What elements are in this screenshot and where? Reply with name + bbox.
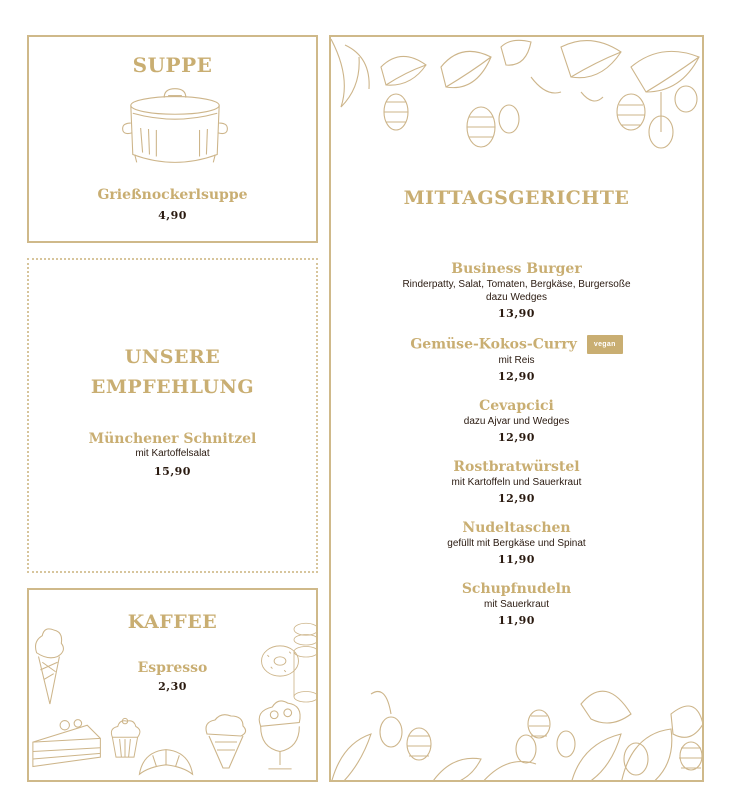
vegan-badge: vegan (587, 335, 623, 354)
menu-item (331, 398, 702, 445)
menu-item-name: Rostbratwürstel (453, 459, 580, 475)
menu-item-desc: gefüllt mit Bergkäse und Spinat (447, 538, 586, 549)
menu-item-name-row (331, 335, 702, 354)
coffee-title: KAFFEE (127, 611, 218, 633)
menu-item (331, 335, 702, 384)
menu-item-desc: mit Reis (498, 355, 535, 366)
menu-item-price: 11,90 (498, 614, 535, 627)
menu-item-desc: mit Sauerkraut (483, 599, 550, 610)
recommendation-title-line1: UNSERE (124, 346, 221, 368)
menu-item (331, 261, 702, 321)
croissant-icon (137, 742, 195, 780)
macaron-stack-icon (291, 608, 318, 718)
menu-item-name: Business Burger (451, 261, 582, 277)
recommendation-title (29, 342, 316, 402)
cake-slice-icon (31, 715, 106, 773)
ice-cream-cone-icon (29, 622, 67, 712)
recommendation-title-line2: EMPFEHLUNG (90, 376, 255, 398)
coffee-section (27, 588, 318, 782)
hops-leaves-bottom-icon (331, 674, 704, 782)
menu-item-price: 11,90 (498, 553, 535, 566)
recommendation-item-desc: mit Kartoffelsalat (135, 448, 210, 459)
soup-pot-icon (121, 83, 229, 173)
menu-item-name: Gemüse-Kokos-Curry (410, 336, 577, 353)
menu-item-desc: mit Kartoffeln und Sauerkraut (451, 477, 582, 488)
menu-item (331, 581, 702, 628)
lunch-title: MITTAGSGERICHTE (403, 187, 630, 209)
menu-item-price: 12,90 (498, 431, 535, 444)
recommendation-item-price: 15,90 (154, 465, 191, 478)
soup-section (27, 35, 318, 243)
coffee-item-price: 2,30 (158, 680, 187, 693)
coffee-item-name: Espresso (137, 660, 208, 676)
menu-item-name: Nudeltaschen (462, 520, 571, 536)
menu-item-price: 12,90 (498, 370, 535, 383)
menu-item-name: Schupfnudeln (461, 581, 572, 597)
lunch-menu-list (331, 261, 702, 642)
soup-title: SUPPE (132, 53, 213, 77)
menu-item-price: 13,90 (498, 307, 535, 320)
ice-cream-cup-icon (201, 712, 251, 772)
recommendation-section (27, 258, 318, 573)
menu-item-desc: dazu Ajvar und Wedges (463, 416, 570, 427)
hops-leaves-top-icon (331, 37, 704, 157)
menu-item-name: Cevapcici (479, 398, 554, 414)
menu-item-price: 12,90 (498, 492, 535, 505)
menu-item (331, 520, 702, 567)
soup-item-name: Grießnockerlsuppe (97, 187, 248, 203)
soup-item-price: 4,90 (158, 209, 187, 222)
menu-item-desc: Rinderpatty, Salat, Tomaten, Bergkäse, Burgersoße (402, 279, 631, 290)
recommendation-item-name: Münchener Schnitzel (88, 431, 257, 447)
lunch-section (329, 35, 704, 782)
menu-item (331, 459, 702, 506)
menu-item-desc-2: dazu Wedges (486, 292, 547, 303)
